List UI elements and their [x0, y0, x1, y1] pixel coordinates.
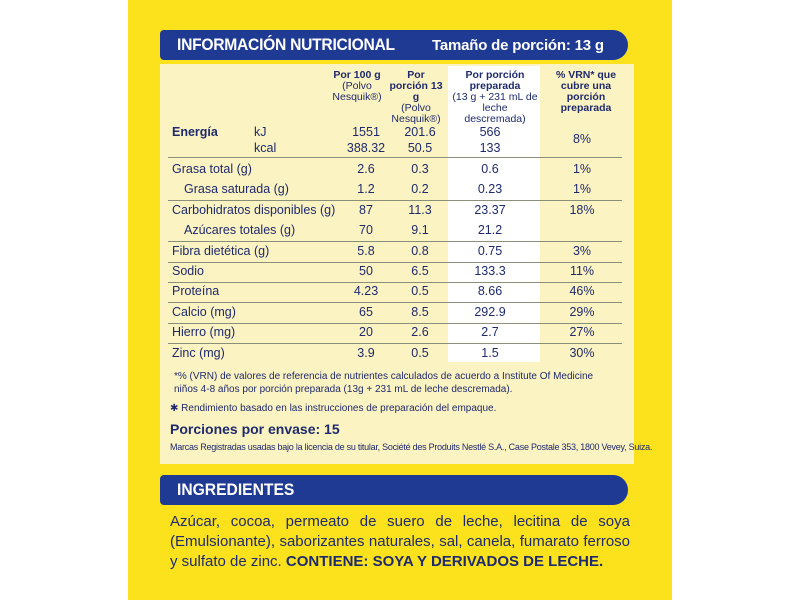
- energy-kcal-unit: kcal: [254, 141, 277, 155]
- value-portion: 0.5: [411, 284, 429, 299]
- divider: [168, 200, 622, 201]
- value-prepared: 292.9: [474, 304, 506, 319]
- value-portion: 0.3: [411, 162, 429, 176]
- value-vrn: 1%: [572, 162, 592, 176]
- value-portion: 9.1: [411, 223, 429, 238]
- divider: [168, 282, 622, 283]
- vrn-footnote: *% (VRN) de valores de referencia de nutrientes calculados de acuerdo a Institute Of Medicine niños 4-8 años por porción preparada (13g + 231 mL de leche descremada).: [174, 371, 594, 395]
- nutrient-label: Grasa total (g): [172, 162, 252, 176]
- value-vrn: 3%: [572, 243, 592, 258]
- value-vrn: 11%: [569, 264, 595, 278]
- value-100g: 87: [359, 202, 373, 217]
- porciones-envase: Porciones por envase: 15: [170, 421, 340, 437]
- value-vrn: 29%: [569, 304, 595, 319]
- divider: [168, 323, 622, 324]
- value-portion: 11.3: [408, 202, 432, 217]
- contains-allergens: CONTIENE: SOYA Y DERIVADOS DE LECHE.: [285, 553, 604, 570]
- value-100g: 70: [359, 223, 373, 238]
- nutrition-title: INFORMACIÓN NUTRICIONAL: [177, 35, 395, 54]
- value-prepared: 8.66: [477, 284, 503, 299]
- divider: [168, 157, 622, 158]
- nutrient-label: Proteína: [172, 284, 220, 299]
- energy-label: Energía: [172, 125, 218, 139]
- ingredients-title: INGREDIENTES: [177, 480, 295, 499]
- col-header-prepared: Por porción preparada (13 g + 231 mL de leche descremada): [452, 69, 538, 125]
- nutrient-label: Zinc (mg): [172, 345, 225, 360]
- divider: [168, 241, 622, 242]
- value-portion: 2.6: [411, 325, 429, 340]
- value-vrn: 46%: [569, 284, 595, 299]
- nutrient-label: Hierro (mg): [172, 325, 236, 340]
- energy-kcal-portion: 50.5: [407, 141, 433, 155]
- value-100g: 3.9: [357, 345, 375, 360]
- value-prepared: 0.23: [477, 182, 503, 197]
- ingredients-text: [170, 512, 630, 572]
- value-prepared: 0.6: [481, 162, 499, 176]
- value-100g: 4.23: [353, 284, 379, 299]
- nutrition-header: [160, 30, 628, 60]
- value-portion: 0.2: [411, 182, 429, 197]
- energy-kcal-prepared: 133: [479, 141, 501, 155]
- energy-kcal-100g: 388.32: [346, 141, 386, 155]
- col-header-portion: Por porción 13 g (Polvo Nesquik®): [389, 69, 443, 125]
- value-vrn: 27%: [569, 325, 595, 340]
- divider: [168, 302, 622, 303]
- value-prepared: 1.5: [481, 345, 499, 360]
- divider: [168, 343, 622, 344]
- value-portion: 8.5: [411, 304, 429, 319]
- value-100g: 5.8: [357, 243, 375, 258]
- value-100g: 2.6: [357, 162, 375, 176]
- value-100g: 20: [359, 325, 373, 340]
- marcas-registradas: Marcas Registradas usadas bajo la licencia de su titular, Société des Produits Nestlé S.A., Case Postale 353, 1800 Vevey, Suiza.: [170, 442, 653, 452]
- ingredients-header: [160, 475, 628, 505]
- value-prepared: 21.2: [477, 223, 503, 238]
- nutrient-label: Sodio: [172, 264, 204, 278]
- value-100g: 50: [359, 264, 373, 278]
- serving-size: Tamaño de porción: 13 g: [432, 36, 604, 54]
- energy-vrn: 8%: [572, 132, 592, 146]
- value-vrn: 18%: [569, 202, 595, 217]
- nutrient-label: Carbohidratos disponibles (g): [172, 202, 336, 217]
- energy-kj-portion: 201.6: [404, 125, 436, 139]
- energy-kj-100g: 1551: [352, 125, 380, 139]
- value-portion: 6.5: [411, 264, 429, 278]
- divider: [168, 262, 622, 263]
- value-vrn: 30%: [569, 345, 595, 360]
- value-prepared: 2.7: [481, 325, 499, 340]
- value-100g: 1.2: [357, 182, 375, 197]
- value-prepared: 0.75: [477, 243, 503, 258]
- energy-kj-prepared: 566: [479, 125, 501, 139]
- nutrient-label: Calcio (mg): [172, 304, 236, 319]
- col-header-vrn: % VRN* que cubre una porción preparada: [555, 69, 617, 114]
- energy-kj-unit: kJ: [254, 125, 267, 139]
- value-prepared: 133.3: [474, 264, 506, 278]
- value-prepared: 23.37: [474, 202, 506, 217]
- value-portion: 0.8: [411, 243, 429, 258]
- value-portion: 0.5: [411, 345, 429, 360]
- ingredients-list: Azúcar, cocoa, permeato de suero de leche, lecitina de soya (Emulsionante), saborizantes naturales, sal, canela, fumarato ferroso y sulfato de zinc.: [170, 513, 630, 570]
- col-header-100g: Por 100 g (Polvo Nesquik®): [332, 69, 382, 103]
- rendimiento-footnote: ✱ Rendimiento basado en las instrucciones de preparación del empaque.: [170, 403, 497, 414]
- value-100g: 65: [359, 304, 373, 319]
- value-vrn: 1%: [572, 182, 592, 197]
- nutrient-label: Fibra dietética (g): [172, 243, 270, 258]
- nutrient-label: Azúcares totales (g): [184, 223, 296, 238]
- nutrient-label: Grasa saturada (g): [184, 182, 289, 197]
